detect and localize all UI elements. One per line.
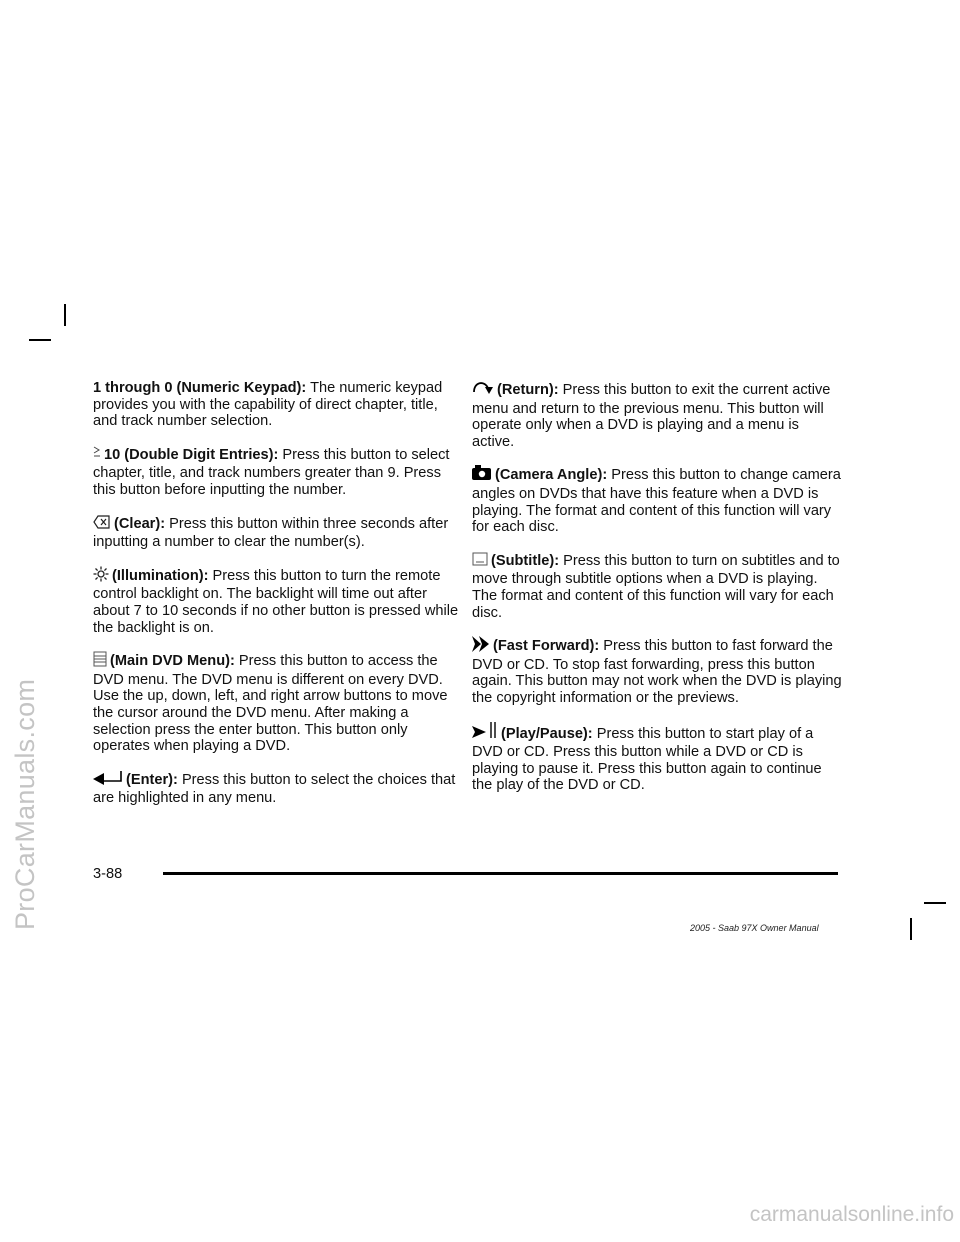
entry-title: (Return): [497, 382, 559, 398]
entry-text: Press this button to fast forward the DVD or CD. To stop fast forwarding, press this button again. This button may not work when the DVD is playing the copyright information or the previews. [472, 638, 842, 706]
entry-return [472, 380, 842, 450]
entry-title: (Main DVD Menu): [110, 653, 235, 670]
camera-angle-icon [472, 465, 492, 486]
entry-illumination [93, 566, 465, 636]
entry-title: (Clear): [114, 515, 166, 532]
entry-text: Press this button to access the DVD menu. The DVD menu is different on every DVD. Use the up, down, left, and right arrow buttons to move the cursor around the DVD menu. After making a selection press the enter button. This button only operates when playing a DVD. [93, 653, 448, 755]
entry-text: Press this button to change camera angles on DVDs that have this feature when a DVD is playing. The format and content of this function will vary for each disc. [472, 467, 841, 536]
double-digit-icon [93, 445, 101, 466]
page-number: 3-88 [93, 866, 123, 882]
subtitle-icon [472, 551, 488, 572]
return-icon [472, 380, 494, 401]
illumination-icon [93, 566, 109, 587]
entry-clear [93, 514, 465, 551]
entry-text: The numeric keypad provides you with the capability of direct chapter, title, and track number selection. [93, 380, 443, 430]
entry-text: Press this button to turn on subtitles and to move through subtitle options when a DVD is playing. The format and content of this function will vary for each disc. [472, 552, 840, 621]
entry-main-dvd-menu [93, 651, 465, 755]
entry-play-pause [472, 722, 842, 794]
crop-mark-bottom-horizontal [924, 902, 946, 904]
entry-title: (Enter): [126, 771, 178, 788]
entry-title: (Play/Pause): [501, 725, 593, 742]
main-menu-icon [93, 651, 107, 672]
entry-camera-angle [472, 465, 842, 535]
crop-mark-bottom-vertical [910, 918, 912, 940]
enter-icon [93, 770, 123, 791]
entry-title: (Subtitle): [491, 552, 560, 569]
entry-title: (Illumination): [112, 567, 209, 584]
entry-title: 1 through 0 (Numeric Keypad): [93, 380, 307, 396]
entry-text: Press this button to start play of a DVD or CD. Press this button while a DVD or CD is playing to pause it. Press this button again to continue the play of the DVD or CD. [472, 725, 822, 794]
entry-text: Press this button to select the choices that are highlighted in any menu. [93, 771, 456, 807]
manual-title: 2005 - Saab 97X Owner Manual [690, 923, 819, 933]
entry-text: Press this button to select chapter, title, and track numbers greater than 9. Press this button before inputting the number. [93, 446, 450, 498]
entry-text: Press this button to turn the remote control backlight on. The backlight will time out after about 7 to 10 seconds if no other button is pressed while the backlight is on. [93, 567, 459, 636]
left-column [93, 380, 465, 822]
entry-numeric-keypad [93, 380, 465, 430]
entry-text: Press this button within three seconds after inputting a number to clear the number(s). [93, 515, 449, 551]
crop-mark-top-horizontal [29, 339, 51, 341]
entry-title: 10 (Double Digit Entries): [104, 446, 279, 463]
entry-double-digit [93, 445, 465, 499]
footer-rule [163, 872, 838, 875]
entry-title: (Fast Forward): [493, 638, 600, 655]
entry-title: (Camera Angle): [495, 467, 608, 484]
entry-subtitle [472, 551, 842, 621]
crop-mark-top-vertical [64, 304, 66, 326]
play-pause-icon [472, 722, 498, 745]
right-column [472, 380, 842, 809]
footer-watermark: carmanualsonline.info [749, 1203, 954, 1226]
fast-forward-icon [472, 636, 490, 657]
side-watermark: ProCarManuals.com [10, 678, 40, 930]
entry-text: Press this button to exit the current active menu and return to the previous menu. This button will operate only when a DVD is playing and a menu is active. [472, 382, 831, 450]
entry-enter [93, 770, 465, 807]
clear-icon [93, 514, 111, 535]
entry-fast-forward [472, 636, 842, 706]
